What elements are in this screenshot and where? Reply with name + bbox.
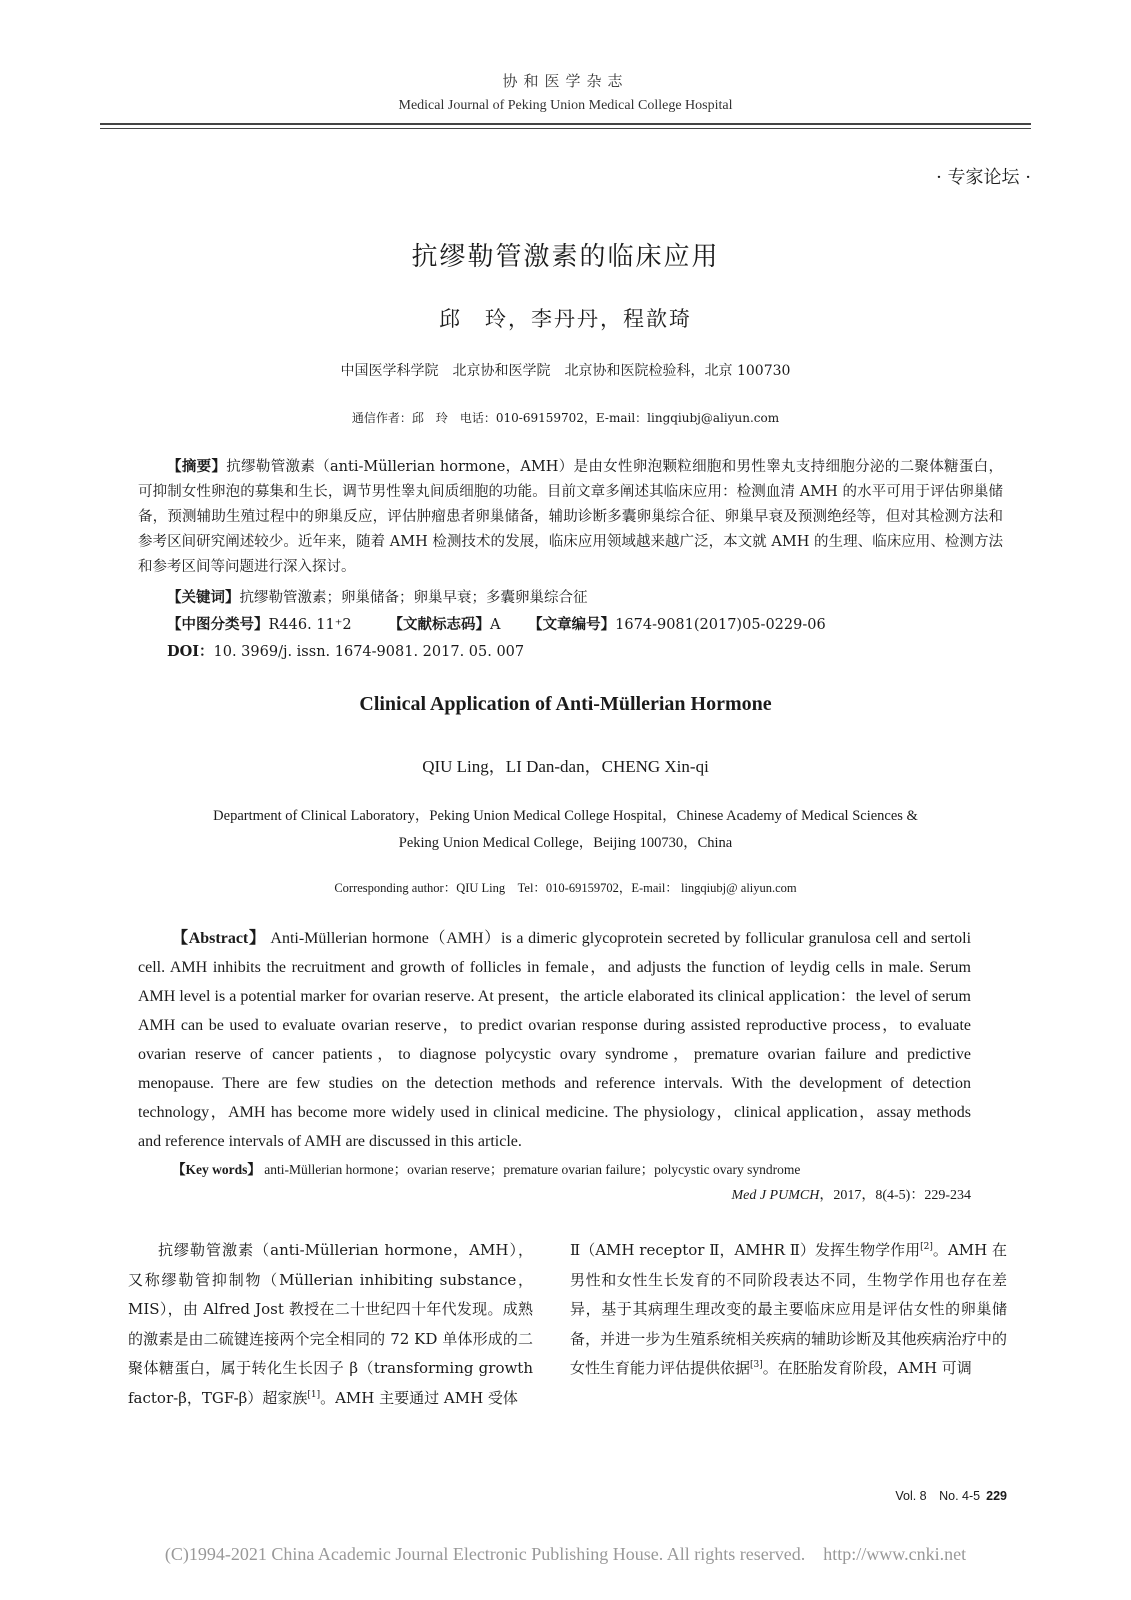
reference-1[interactable]: [1] xyxy=(307,1389,321,1400)
title-en: Clinical Application of Anti-Müllerian Hormone xyxy=(359,693,772,715)
column-tag: · 专家论坛 · xyxy=(936,167,1031,188)
abstract-en xyxy=(138,924,971,1156)
body-right-text-c: 。在胚胎发育阶段，AMH 可调 xyxy=(762,1359,972,1377)
doc-code-value: A xyxy=(490,617,501,633)
doi-label: DOI： xyxy=(167,643,214,660)
body-left-text-a: 抗缪勒管激素（anti-Müllerian hormone，AMH），又称缪勒管抑制物（Müllerian inhibiting substance，MIS），由 Alfred Jost 教授在二十世纪四十年代发现。成熟的激素是由二硫键连接两个完全相同的 72 KD 单体形成的二聚体糖蛋白，属于转化生长因子 β（transforming growth factor-β，TGF-β）超家族 xyxy=(128,1241,533,1407)
header-rule-thick xyxy=(100,123,1031,125)
doi-line xyxy=(167,639,524,665)
body-right-text-a: Ⅱ（AMH receptor Ⅱ，AMHR Ⅱ）发挥生物学作用 xyxy=(570,1241,921,1259)
abstract-text-cn: 抗缪勒管激素（anti-Müllerian hormone，AMH）是由女性卵泡颗粒细胞和男性睾丸支持细胞分泌的二聚体糖蛋白，可抑制女性卵泡的募集和生长，调节男性睾丸间质细胞的功能。目前文章多阐述其临床应用：检测血清 AMH 的水平可用于评估卵巢储备，预测辅助生殖过程中的卵巢反应，评估肿瘤患者卵巢储备，辅助诊断多囊卵巢综合征、卵巢早衰及预测绝经等，但对其检测方法和参考区间研究阐述较少。近年来，随着 AMH 检测技术的发展，临床应用领域越来越广泛，本文就 AMH 的生理、临床应用、检测方法和参考区间等问题进行深入探讨。 xyxy=(138,459,1003,575)
abstract-label-en: 【Abstract】 xyxy=(172,930,266,947)
keywords-en xyxy=(172,1158,800,1178)
article-no-value: 1674-9081(2017)05-0229-06 xyxy=(615,617,826,633)
article-no-label: 【文章编号】 xyxy=(528,616,616,633)
corresponding-author-cn: 通信作者：邱 玲 电话：010-69159702，E-mail：lingqiubj@aliyun.com xyxy=(351,411,780,425)
body-column-right xyxy=(570,1236,1007,1384)
page-number: 229 xyxy=(986,1489,1007,1503)
body-column-left xyxy=(128,1236,533,1413)
clc-label: 【中图分类号】 xyxy=(167,616,269,633)
keywords-label-en: 【Key words】 xyxy=(172,1162,261,1177)
corresponding-author-en: Corresponding author：QIU Ling Tel：010-69159702，E-mail： lingqiubj@ aliyun.com xyxy=(334,881,797,895)
copyright-footer: (C)1994-2021 China Academic Journal Electronic Publishing House. All rights reserved. http://www.cnki.net xyxy=(164,1544,967,1564)
reference-3[interactable]: [3] xyxy=(750,1360,763,1370)
citation-journal: Med J PUMCH xyxy=(731,1188,820,1203)
affiliation-cn: 中国医学科学院 北京协和医学院 北京协和医院检验科，北京 100730 xyxy=(340,363,791,379)
affiliation-en-line2: Peking Union Medical College，Beijing 100730，China xyxy=(398,835,733,851)
volume-issue: Vol. 8 No. 4-5 xyxy=(895,1489,981,1503)
keywords-text-cn: 抗缪勒管激素；卵巢储备；卵巢早衰；多囊卵巢综合征 xyxy=(239,590,588,606)
journal-name-en: Medical Journal of Peking Union Medical College Hospital xyxy=(398,98,733,113)
keywords-label-cn: 【关键词】 xyxy=(167,589,240,606)
keywords-text-en: anti-Müllerian hormone；ovarian reserve；premature ovarian failure；polycystic ovary syndrome xyxy=(264,1162,801,1177)
doc-code-label: 【文献标志码】 xyxy=(388,616,491,633)
abstract-label-cn: 【摘要】 xyxy=(167,458,227,475)
header-rule-thin xyxy=(100,128,1031,129)
abstract-text-en: Anti-Müllerian hormone（AMH）is a dimeric glycoprotein secreted by follicular granulosa cell and sertoli cell. AMH inhibits the recruitment and growth of follicles in female，and adjusts the function of leydig cells in male. Serum AMH level is a potential marker for ovarian reserve. At present，the article elaborated its clinical application：the level of serum AMH can be used to evaluate ovarian reserve，to predict ovarian response during assisted reproductive process，to evaluate ovarian reserve of cancer patients，to diagnose polycystic ovary syndrome，premature ovarian failure and predictive menopause. There are few studies on the detection methods and reference intervals. With the development of detection technology，AMH has become more widely used in clinical medicine. The physiology，clinical application，assay methods and reference intervals of AMH are discussed in this article. xyxy=(138,930,972,1150)
citation-details: ，2017，8(4-5)：229-234 xyxy=(819,1188,971,1203)
abstract-cn xyxy=(138,454,1003,580)
citation xyxy=(731,1184,971,1204)
clc-value: R446. 11⁺2 xyxy=(268,617,352,633)
journal-name-cn: 协和医学杂志 xyxy=(502,72,629,90)
authors-cn: 邱 玲，李丹丹，程歆琦 xyxy=(439,307,692,331)
page-number-line xyxy=(895,1486,1007,1504)
keywords-cn xyxy=(167,585,588,611)
affiliation-en xyxy=(0,803,1131,857)
body-right-text-b: 。AMH 在男性和女性生长发育的不同阶段表达不同，生物学作用也存在差异，基于其病理生理改变的最主要临床应用是评估女性的卵巢储备，并进一步为生殖系统相关疾病的辅助诊断及其他疾病治疗中的女性生育能力评估提供依据 xyxy=(570,1241,1007,1377)
reference-2[interactable]: [2] xyxy=(920,1242,933,1252)
body-left-text-b: 。AMH 主要通过 AMH 受体 xyxy=(320,1388,518,1407)
title-cn: 抗缪勒管激素的临床应用 xyxy=(411,242,720,272)
doi-value: 10. 3969/j. issn. 1674-9081. 2017. 05. 007 xyxy=(213,644,525,660)
affiliation-en-line1: Department of Clinical Laboratory，Peking Union Medical College Hospital，Chinese Academy of Medical Sciences & xyxy=(213,808,918,824)
classification-line xyxy=(167,612,826,638)
authors-en: QIU Ling，LI Dan-dan，CHENG Xin-qi xyxy=(422,757,709,776)
